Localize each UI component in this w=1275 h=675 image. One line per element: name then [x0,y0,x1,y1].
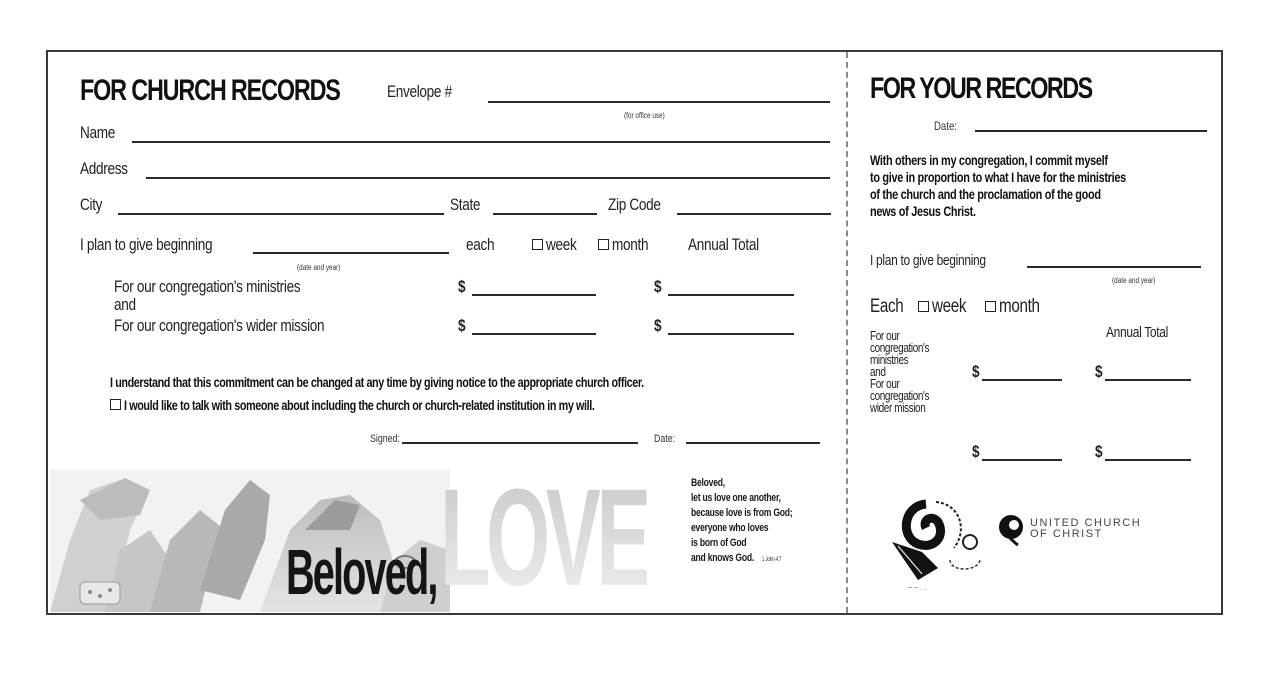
your-month-label-text: month [999,296,1040,317]
ministries-amount-field[interactable] [472,294,596,296]
dollar-sign [1095,442,1104,462]
understand-statement [110,374,777,392]
envelope-field[interactable] [488,101,830,103]
annual-total-label [688,235,776,255]
ucc-name-line-2: OF CHRIST [1030,528,1103,540]
verse-line: and knows God. [691,552,754,564]
ministries-label-text: For our congregation's ministries [114,277,301,296]
each-label [466,235,501,255]
month-label-text: month [612,235,649,254]
your-each-label-text: Each [870,296,904,317]
wider-mission-amount-field[interactable] [472,333,596,335]
your-date-field[interactable] [975,130,1207,132]
week-checkbox[interactable] [532,239,543,250]
your-records-heading: FOR YOUR RECORDS [870,72,1092,105]
and-label: and [870,365,886,379]
your-plan-label [870,252,1015,270]
your-plan-label-text: I plan to give beginning [870,252,986,269]
and-label-text: and [114,295,136,314]
understand-text: I understand that this commitment can be changed at any time by giving notice to the appropriate church officer. [110,375,644,390]
date-label-text: Date: [654,433,676,445]
signed-label-text: Signed: [370,433,400,445]
ucc-logo [996,512,1026,546]
signature-field[interactable] [402,442,638,444]
state-field[interactable] [493,213,597,215]
dollar-sign [654,277,663,297]
will-checkbox[interactable] [110,399,121,410]
your-annual-total-label [1106,324,1184,342]
dollar-sign-text: $ [458,277,466,296]
ministries-line: ministries [870,353,909,367]
ucc-wordmark [1030,518,1141,540]
city-field[interactable] [118,213,444,215]
ministries-annual-field[interactable] [668,294,794,296]
week-label-text: week [546,235,577,254]
city-label [80,195,108,215]
office-use-text: (for office use) [624,111,665,120]
commitment-statement [870,152,1198,220]
dollar-sign-text: $ [1095,362,1103,381]
your-wider-amount-field[interactable] [982,459,1062,461]
your-date-year-text: (date and year) [1112,276,1156,285]
verse-line: let us love one another, [691,492,781,504]
spiral-dove-logo-icon [888,492,988,596]
envelope-label [387,82,468,102]
name-label [80,123,124,143]
signature-date-field[interactable] [686,442,820,444]
zip-label-text: Zip Code [608,195,661,214]
address-label-text: Address [80,159,128,178]
month-checkbox[interactable] [598,239,609,250]
your-month-option[interactable] [985,296,1050,318]
your-annual-total-text: Annual Total [1106,324,1168,341]
wider-line: congregation's [870,389,930,403]
love-word: LOVE [440,459,648,615]
commitment-line: news of Jesus Christ. [870,203,976,219]
your-ministries-amount-field[interactable] [982,379,1062,381]
state-label [450,195,488,215]
wider-mission-annual-field[interactable] [668,333,794,335]
dollar-sign [1095,362,1104,382]
your-month-checkbox[interactable] [985,301,996,312]
commitment-line: of the church and the proclamation of the good [870,186,1101,202]
dollar-sign-text: $ [1095,442,1103,461]
dollar-sign-text: $ [972,442,980,461]
scripture-verse [691,476,821,568]
envelope-label-text: Envelope # [387,82,452,101]
dollar-sign [972,362,981,382]
date-label [654,429,680,447]
wider-line: wider mission [870,401,926,415]
your-ministries-label [870,330,944,414]
dollar-sign-text: $ [972,362,980,381]
zip-label [608,195,674,215]
name-field[interactable] [132,141,830,143]
annual-total-text: Annual Total [688,235,759,254]
ucc-comma-logo-icon [996,512,1026,546]
plan-label [80,235,245,255]
city-label-text: City [80,195,103,214]
dollar-sign-text: $ [458,316,466,335]
week-option[interactable] [532,235,584,255]
your-date-year-note [1112,270,1166,288]
your-wider-annual-field[interactable] [1105,459,1191,461]
will-text: I would like to talk with someone about including the church or church-related institution in my will. [124,398,595,413]
ministries-label [114,277,347,297]
your-date-label-text: Date: [934,119,957,133]
date-year-note [297,257,351,275]
month-option[interactable] [598,235,657,255]
wider-mission-label [114,316,377,336]
verse-line: because love is from God; [691,507,793,519]
address-field[interactable] [146,177,830,179]
your-records-title [870,72,1154,106]
each-label-text: each [466,235,495,254]
name-label-text: Name [80,123,115,142]
date-year-text: (date and year) [297,263,341,272]
and-label [114,295,141,315]
stewardship-logo [888,492,988,596]
zip-field[interactable] [677,213,831,215]
beloved-headline: Beloved, [286,536,437,608]
dollar-sign-text: $ [654,316,662,335]
plan-label-text: I plan to give beginning [80,235,213,254]
verse-line: is born of God [691,537,747,549]
your-week-checkbox[interactable] [918,301,929,312]
your-date-label [934,117,963,135]
verse-line: everyone who loves [691,522,769,534]
commitment-line: With others in my congregation, I commit myself [870,152,1108,168]
verse-reference: 1 John 4:7 [761,557,782,563]
commitment-line: to give in proportion to what I have for the ministries [870,169,1126,185]
signed-label [370,429,407,447]
your-start-date-field[interactable] [1027,266,1201,268]
your-week-option[interactable] [918,296,975,318]
dollar-sign [458,316,467,336]
verse-line: Beloved, [691,477,725,489]
ministries-line: congregation's [870,341,930,355]
your-week-label-text: week [932,296,967,317]
will-option[interactable] [110,397,712,415]
your-each-label [870,296,912,318]
address-label [80,159,140,179]
start-date-field[interactable] [253,252,449,254]
ministries-line: For our [870,329,900,343]
wider-line: For our [870,377,900,391]
state-label-text: State [450,195,481,214]
ucc-name-line-1: UNITED CHURCH [1030,517,1142,529]
office-use-note [624,105,675,123]
church-records-title [80,74,413,108]
dollar-sign [972,442,981,462]
tear-line [846,52,848,613]
church-records-heading: FOR CHURCH RECORDS [80,74,340,107]
pledge-card [46,50,1223,615]
your-ministries-annual-field[interactable] [1105,379,1191,381]
dollar-sign [654,316,663,336]
svg-text:~ ~ . .: ~ ~ . . [908,585,926,592]
dollar-sign [458,277,467,297]
dollar-sign-text: $ [654,277,662,296]
wider-mission-label-text: For our congregation's wider mission [114,316,325,335]
